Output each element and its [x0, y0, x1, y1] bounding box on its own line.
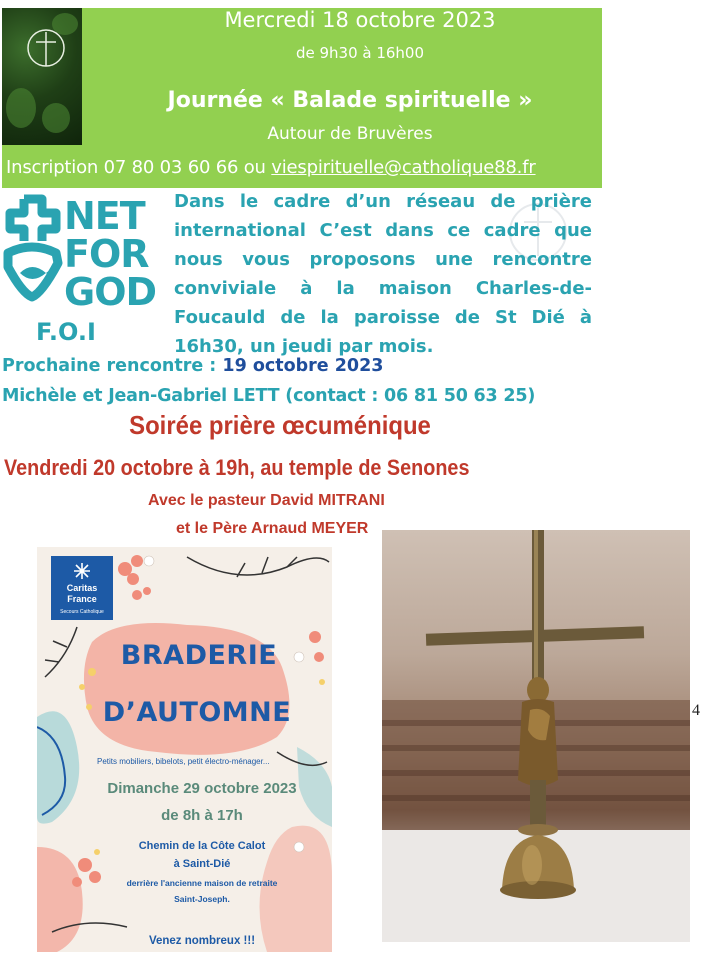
braderie-title-line1: BRADERIE [120, 640, 278, 671]
banner-subtitle: Autour de Bruvères [267, 124, 433, 144]
banner-hours: de 9h30 à 16h00 [295, 44, 425, 62]
caritas-logo [51, 556, 113, 620]
next-meeting [2, 356, 383, 376]
inscription-phone: Inscription 07 80 03 60 66 ou [6, 157, 272, 178]
description-line: Dans le cadre d’un réseau de prière [174, 191, 592, 212]
banner-title: Journée « Balade spirituelle » [167, 88, 533, 113]
braderie-landmark: derrière l'ancienne maison de retraite [126, 878, 278, 888]
page-number: 4 [692, 702, 700, 719]
description-line: Foucauld de la paroisse de St Dié à [174, 307, 592, 328]
braderie-town: à Saint-Dié [173, 858, 231, 870]
braderie-landmark-name: Saint-Joseph. [174, 894, 230, 904]
description-line: nous vous proposons une rencontre [174, 249, 592, 270]
braderie-date: Dimanche 29 octobre 2023 [107, 780, 297, 797]
net-for-god-cross-fish-icon [2, 193, 64, 305]
caritas-cross-icon [73, 562, 91, 580]
net-for-god-description [174, 187, 592, 361]
crucifix-icon [382, 530, 690, 942]
soiree-title: Soirée prière œcuménique [129, 410, 431, 440]
contact-line: Michèle et Jean-Gabriel LETT (contact : 06 81 50 63 25) [2, 386, 536, 406]
banner-date: Mercredi 18 octobre 2023 [224, 8, 496, 32]
caritas-name: Caritas [66, 583, 98, 593]
crucifix-photo [382, 530, 690, 942]
braderie-street: Chemin de la Côte Calot [138, 840, 266, 852]
soiree-date-place: Vendredi 20 octobre à 19h, au temple de Senones [4, 455, 470, 480]
braderie-title-line2: D’AUTOMNE [102, 697, 292, 728]
braderie-call-to-action: Venez nombreux !!! [148, 935, 256, 947]
next-meeting-label: Prochaine rencontre : [2, 356, 223, 376]
description-line: conviviale à la maison Charles-de- [174, 278, 592, 299]
soiree-priest: et le Père Arnaud MEYER [176, 520, 369, 537]
description-line: international C’est dans ce cadre que [174, 220, 592, 241]
foi-label: F.O.I [36, 318, 96, 346]
caritas-subtitle: Secours Catholique [60, 609, 104, 615]
description-line: 16h30, un jeudi par mois. [174, 336, 434, 357]
banner-inscription [6, 157, 536, 178]
inscription-email-link[interactable]: viespirituelle@catholique88.fr [271, 157, 536, 178]
braderie-poster [37, 547, 332, 952]
caritas-country: France [67, 594, 97, 604]
braderie-hours: de 8h à 17h [161, 807, 243, 824]
braderie-items: Petits mobiliers, bibelots, petit électro-ménager... [97, 757, 270, 766]
forest-photo [2, 8, 82, 145]
next-meeting-date: 19 octobre 2023 [222, 356, 384, 376]
logo-word-god: GOD [64, 270, 157, 314]
logo-word-for: FOR [64, 232, 149, 276]
logo-word-net: NET [64, 194, 145, 238]
diocese-logo-icon [12, 26, 70, 81]
soiree-pastor: Avec le pasteur David MITRANI [148, 492, 385, 509]
